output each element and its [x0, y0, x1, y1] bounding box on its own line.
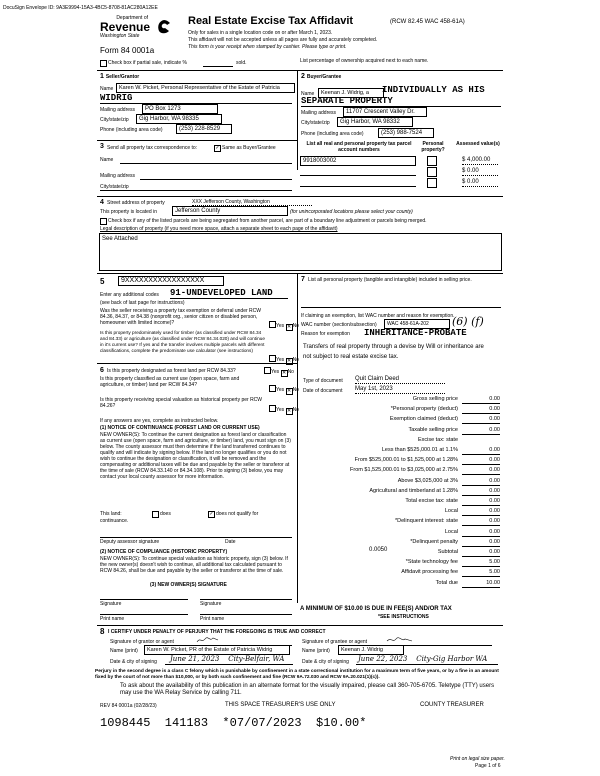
buyer-name-typed-1: INDIVIDUALLY AS HIS	[382, 85, 485, 95]
tax-row-value: 0.00	[462, 518, 500, 526]
grantee-signature-label: Signature of grantee or agent	[302, 639, 368, 645]
tax-row-value: 0.00	[462, 539, 500, 547]
partial-line	[203, 66, 233, 67]
s3-city-label: City/state/zip	[100, 184, 129, 190]
legal-paper-note: Print on legal size paper.	[450, 756, 505, 762]
tax-row-label: Taxable selling price	[408, 427, 458, 433]
seller-phone-field[interactable]: (253) 228-8529	[176, 124, 232, 134]
personal-property-checkbox-1[interactable]	[427, 156, 437, 166]
new-owner-print-label-2: Print name	[200, 616, 225, 622]
q1-no-label: No	[292, 323, 299, 329]
same-as-buyer-checkbox[interactable]: ✓	[215, 145, 220, 151]
buyer-phone-label: Phone (including area code)	[301, 131, 364, 137]
parcel-number-field[interactable]: 9918003002	[300, 156, 416, 166]
county-select[interactable]: Jefferson County	[172, 206, 288, 216]
tax-row-label: From $525,000.01 to $1,525,000 at 1.28%	[354, 457, 458, 463]
tax-row-label: Total due	[435, 580, 458, 586]
new-owner-signature-label-1: Signature	[100, 601, 122, 607]
q2-yes-checkbox[interactable]	[269, 355, 276, 362]
q6b-no-label: No	[292, 387, 299, 393]
reason-text-1: Transfers of real property through a devise by Will or inheritance are	[303, 344, 484, 350]
divider	[97, 273, 503, 274]
tax-row-value: 0.00	[462, 457, 500, 465]
q1-no-checkbox[interactable]: ✕	[286, 324, 292, 330]
q1-yes-label: Yes	[276, 323, 285, 329]
grantee-name-label: Name (print)	[302, 648, 330, 654]
reason-value: INHERITANCE-PROBATE	[364, 328, 467, 338]
grantor-name-field[interactable]: Karen W. Picket, PR of the Estate of Patricia Widrig	[144, 645, 290, 655]
additional-codes-value: 91-UNDEVELOPED LAND	[170, 288, 273, 298]
seller-mailing-field[interactable]: PO Box 1273	[142, 104, 218, 114]
seller-heading: 1 Seller/Grantor	[100, 73, 140, 80]
q2-no-label: No	[292, 357, 299, 363]
deputy-signature-label: Deputy assessor signature	[100, 539, 160, 545]
tax-row-value: 0.00	[462, 406, 500, 414]
dept-name: Revenue	[100, 20, 151, 34]
land-use-code-field[interactable]: 9XXXXXXXXXXXXXXXXX	[118, 276, 224, 286]
grantor-date-value: June 21, 2023 City-Belfair, WA	[170, 655, 285, 663]
buyer-name-label: Name	[301, 91, 315, 97]
perjury-notice: Perjury in the second degree is a class C felony which is punishable by confinement in a state correctional institution for a maximum term of five years, or by a fine in an amount fixed by the court of not more than $10,000, or by both such confinement and fine (RCW 9A.72.030 and RCW 9A.20.021(1)(c)).	[95, 669, 499, 680]
divider	[170, 298, 288, 299]
reason-label: Reason for exemption	[301, 331, 350, 337]
q1-answers	[269, 320, 299, 330]
section3-number: 3	[100, 143, 104, 150]
assessed-col-header: Assessed value(s)	[456, 141, 500, 147]
partial-sale-label: Check box if partial sale, indicate %	[108, 60, 187, 66]
divider	[97, 70, 503, 71]
unincorporated-note: (for unincorporated locations please select your county)	[290, 209, 413, 215]
see-instructions: *SEE INSTRUCTIONS	[378, 614, 429, 620]
tax-row-label: *Delinquent penalty	[410, 539, 458, 545]
historic-question: Is this property receiving special valuation as historical property per RCW 84.26?	[100, 397, 263, 409]
q1-yes-checkbox[interactable]	[269, 321, 276, 328]
tax-row-value: 10.00	[462, 580, 500, 588]
header-note-3: This form is your receipt when stamped by cashier. Please type or print.	[188, 44, 347, 50]
page-number: Page 1 of 6	[475, 763, 501, 769]
q6b-no-checkbox[interactable]: ✕	[286, 388, 292, 394]
notice1-text: NEW OWNER(S): To continue the current designation as forest land or classification as current use (open space, farm and agriculture, or timber) land, you must sign on (3) below. The county assessor must then determine if the land transferred continues to qualify and will indicate by signing below. If the land no longer qualifies or you do not wish to continue the designation or classification, it will be removed and the compensating or additional taxes will be due and payable by the seller or transferor at the time of sale (RCW 84.33.140 or 84.34.108). Prior to signing (3) below, you may contact your local county assessor for more information.	[100, 432, 291, 480]
seller-phone-label: Phone (including area code)	[100, 127, 163, 133]
q6b-yes-label: Yes	[276, 387, 285, 393]
segregated-label: Check box if any of the listed parcels are being segregated from another parcel, are part of a boundary line adjustment or parcels being merged.	[108, 218, 427, 224]
tax-row-label: Local	[444, 508, 458, 514]
tax-row-value: 0.00	[462, 396, 500, 404]
seller-name-label: Name	[100, 86, 114, 92]
tax-row-value: 0.00	[462, 549, 500, 557]
does-label: does	[160, 511, 171, 517]
buyer-mailing-label: Mailing address	[301, 110, 337, 116]
wac-field[interactable]: WAC 458-61A-202	[384, 319, 450, 329]
buyer-heading: 2 Buyer/Grantee	[301, 73, 342, 80]
treasurer-stamp: 1098445 141183 *07/07/2023 $10.00*	[100, 716, 367, 730]
divider	[165, 664, 293, 665]
q6c-no-checkbox[interactable]: ✕	[286, 408, 292, 414]
buyer-heading-label: Buyer/Grantee	[306, 74, 342, 80]
wac-handwritten: (6) (f)	[452, 315, 484, 328]
does-not-label: does not qualify for	[216, 511, 259, 517]
located-label: This property is located in	[100, 209, 157, 215]
q6-yes-label: Yes	[271, 369, 280, 375]
tax-row-label: Gross selling price	[412, 396, 458, 402]
doc-date-label: Date of document	[303, 388, 343, 394]
divider	[100, 599, 188, 600]
grantee-name-field[interactable]: Keenan J. Widrig	[338, 645, 404, 655]
divider	[140, 179, 292, 180]
grantor-signature-icon	[196, 636, 220, 644]
personal-property-heading: List all personal property (tangible and intangible) included in selling price.	[308, 277, 472, 283]
tax-row-value: 0.00	[462, 427, 500, 435]
see-back-note: (see back of last page for instructions)	[100, 300, 185, 306]
buyer-phone-field[interactable]: (253) 988-7524	[378, 128, 434, 138]
divider	[100, 190, 292, 191]
local-rate: 0.0050	[369, 547, 388, 553]
assessed-value-2: $ 0.00	[462, 168, 498, 176]
tax-row-value: 0.00	[462, 478, 500, 486]
section7-number: 7	[301, 276, 305, 283]
grantee-date-value: June 22, 2023 City-Gig Harbor WA	[358, 655, 488, 663]
tax-row-label: Affidavit processing fee	[401, 569, 458, 575]
doc-date-value: May 1st, 2023	[355, 386, 445, 394]
current-use-question: Is this property classified as current use (open space, farm and agriculture, or timber) land per RCW 84.34?	[100, 376, 240, 388]
minimum-notice: A MINIMUM OF $10.00 IS DUE IN FEE(S) AND/OR TAX	[300, 606, 452, 612]
buyer-name-typed-2: SEPARATE PROPERTY	[301, 96, 393, 106]
accessibility-note: To ask about the availability of this publication in an alternate format for the visually impaired, please call 360-705-6705. Teletype (TTY) users may use the WA Relay Service by calling 711.	[120, 683, 495, 696]
timber-question: Is this property predominately used for timber (as classified under RCW 84.34 and 84.33) or agriculture (as classified under RCW 84.34.020) and will continue in it's current use? If yes and the transfer involves multiple parcels with different classifications, complete the predominate use calculator (see instructions)	[100, 330, 265, 353]
divider	[100, 614, 188, 615]
parcel-col-header: List all real and personal property tax parcel account numbers	[306, 141, 412, 153]
s3-mailing-label: Mailing address	[100, 173, 136, 179]
list-pct-label: List percentage of ownership acquired next to each name.	[300, 58, 429, 64]
tax-row-value: 0.00	[462, 508, 500, 516]
grantee-signature-icon	[386, 636, 414, 644]
form-rcw: (RCW 82.45 WAC 458-61A)	[390, 19, 465, 25]
divider	[97, 196, 503, 197]
legal-description-field[interactable]	[99, 233, 502, 271]
tax-row-value: 0.00	[462, 447, 500, 455]
tax-row-label: Local	[444, 529, 458, 535]
dept-line1: Department of	[116, 15, 148, 21]
divider	[300, 175, 416, 176]
assessed-value-3: $ 0.00	[462, 179, 498, 187]
q6c-yes-checkbox[interactable]	[269, 405, 276, 412]
envelope-id: DocuSign Envelope ID: 9A3E9994-15A3-4BC5-8708-81AC280A12EE	[3, 5, 158, 11]
legal-label: Legal description of property (if you need more space, attach a separate sheet to each page of the affidavit)	[100, 226, 338, 232]
section8-number: 8	[100, 627, 105, 636]
buyer-city-label: City/state/zip	[301, 120, 330, 126]
tax-row-value: 0.00	[462, 498, 500, 506]
tax-row-label: Total excise tax: state	[405, 498, 458, 504]
legal-description-value: See Attached	[102, 236, 138, 242]
segregated-checkbox[interactable]	[100, 218, 107, 225]
grantor-signature-label: Signature of grantor or agent	[110, 639, 174, 645]
reason-text-2: not subject to real estate excise tax.	[303, 354, 399, 360]
dor-logo	[100, 15, 170, 39]
divider	[97, 140, 297, 141]
notice2-text: NEW OWNER(S): To continue special valuation as historic property, sign (3) below. If the new owner(s) doesn't wish to continue, all additional tax calculated pursuant to RCW 84.26, shall be due and payable by the seller or transferor at the time of sale.	[100, 556, 288, 574]
tax-row-label: *Personal property (deduct)	[390, 406, 458, 412]
grantor-name-label: Name (print)	[110, 648, 138, 654]
revision: REV 84 0001a (02/28/23)	[100, 703, 157, 709]
new-owner-print-label-1: Print name	[100, 616, 125, 622]
tax-row-label: From $1,525,000.01 to $3,025,000 at 2.75%	[350, 467, 458, 473]
county-treasurer: COUNTY TREASURER	[420, 702, 484, 708]
tax-row-value: 5.00	[462, 569, 500, 577]
forest-question: Is this property designated as forest land per RCW 84.33?	[107, 368, 236, 374]
dept-state: Washington State	[100, 33, 140, 39]
personal-property-checkbox-3[interactable]	[427, 178, 437, 188]
tax-row-label: Above $3,025,000 at 3%	[397, 478, 458, 484]
buyer-city-field[interactable]: Gig Harbor, WA 98332	[337, 117, 413, 127]
header-note-2: This affidavit will not be accepted unless all pages are fully and accurately completed.	[188, 37, 378, 43]
section6-number: 6	[100, 367, 104, 374]
divider	[100, 537, 292, 538]
same-as-buyer-label: Same as Buyer/Grantee	[222, 145, 276, 151]
wa-logo-icon	[156, 19, 172, 35]
q6b-answers	[269, 384, 299, 394]
exemption-question: Was the seller receiving a property tax exemption or deferral under RCW 84.36, 84.37, or 84.38 (nonprofit org., senior citizen or disabled person, homeowner with limited income)?	[100, 308, 261, 326]
section3-heading: Send all property tax correspondence to:	[107, 145, 198, 151]
partial-sale-checkbox[interactable]	[100, 60, 107, 67]
q6c-answers	[269, 404, 299, 414]
new-owner-signature-label-2: Signature	[200, 601, 222, 607]
deputy-date-label: Date	[225, 539, 236, 545]
divider	[120, 163, 292, 164]
divider	[297, 70, 298, 170]
tax-row-value: 0.00	[462, 467, 500, 475]
tax-row-label: *Delinquent interest: state	[395, 518, 458, 524]
buyer-mailing-field[interactable]: 11707 Crescent Valley Dr.	[343, 107, 427, 117]
treasurer-use-only: THIS SPACE TREASURER'S USE ONLY	[225, 702, 336, 708]
sold-label: sold.	[236, 60, 247, 66]
q2-no-checkbox[interactable]: ✕	[286, 358, 292, 364]
form-title: Real Estate Excise Tax Affidavit	[188, 15, 354, 27]
continuance-label: continuance.	[100, 518, 129, 524]
personal-property-checkbox-2[interactable]	[427, 167, 437, 177]
q2-yes-label: Yes	[276, 357, 285, 363]
seller-heading-label: Seller/Grantor	[105, 74, 140, 80]
grantee-date-label: Date & city of signing	[302, 659, 349, 665]
q6b-yes-checkbox[interactable]	[269, 385, 276, 392]
tax-row-label: Exemption claimed (deduct)	[389, 416, 458, 422]
street-label: Street address of property	[107, 200, 165, 206]
assessed-value-1: $ 4,000.00	[462, 157, 498, 165]
does-qualify-checkbox[interactable]	[152, 511, 159, 518]
tax-row-label: Less than $525,000.01 at 1.1%	[381, 447, 458, 453]
notice2-heading: (2) NOTICE OF COMPLIANCE (HISTORIC PROPERTY)	[100, 549, 228, 555]
header-note-1: Only for sales in a single location code on or after March 1, 2023.	[188, 30, 333, 36]
if-yes-note: If any answers are yes, complete as instructed below.	[100, 418, 219, 424]
tax-row-value: 0.00	[462, 488, 500, 496]
divider	[97, 625, 503, 626]
this-land-label: This land:	[100, 511, 122, 517]
section5-number: 5	[100, 277, 105, 286]
q6-no-label: No	[287, 369, 294, 375]
q6c-no-label: No	[292, 407, 299, 413]
divider	[301, 307, 501, 308]
q6-yes-checkbox[interactable]	[264, 367, 271, 374]
does-not-qualify-checkbox[interactable]: ✓	[209, 511, 214, 517]
certify-heading: I CERTIFY UNDER PENALTY OF PERJURY THAT THE FOREGOING IS TRUE AND CORRECT	[108, 629, 326, 635]
street-value: XXX Jefferson County, Washington	[192, 199, 312, 206]
tax-row-label: *State technology fee	[405, 559, 458, 565]
tax-row-label: Excise tax: state	[417, 437, 458, 443]
q6c-yes-label: Yes	[276, 407, 285, 413]
buyer-name-field[interactable]: Keenan J. Widrig, a	[318, 88, 384, 98]
tax-row-label: Agricultural and timberland at 1.28%	[369, 488, 458, 494]
tax-row-value: 0.00	[462, 416, 500, 424]
personal-col-header: Personal property?	[421, 141, 445, 153]
seller-name-field[interactable]: Karen W. Picket, Personal Representative of the Estate of Patricia	[116, 83, 295, 93]
seller-name-typed: WIDRIG	[100, 93, 133, 103]
tax-row-value: 5.00	[462, 559, 500, 567]
seller-mailing-label: Mailing address	[100, 107, 136, 113]
section4-number: 4	[100, 199, 104, 206]
wac-label: WAC number (section/subsection)	[301, 322, 377, 328]
tax-row-value: 0.00	[462, 529, 500, 537]
tax-row-label: Subtotal	[437, 549, 458, 555]
new-owner-signature-heading: (3) NEW OWNER(S) SIGNATURE	[150, 582, 227, 588]
divider	[97, 363, 297, 364]
grantor-date-label: Date & city of signing	[110, 659, 157, 665]
form-number: Form 84 0001a	[100, 46, 155, 55]
q6-answers	[264, 366, 294, 376]
q6-no-checkbox[interactable]: ✕	[281, 370, 287, 376]
s3-name-label: Name	[100, 157, 114, 163]
divider	[200, 614, 292, 615]
notice1-heading: (1) NOTICE OF CONTINUANCE (FOREST LAND OR CURRENT USE)	[100, 425, 260, 431]
divider	[300, 186, 416, 187]
doc-type-label: Type of document	[303, 378, 343, 384]
divider	[356, 664, 498, 665]
divider	[200, 599, 292, 600]
exemption-text: If claiming an exemption, list WAC number and reason for exemption.	[301, 313, 455, 319]
doc-type-value: Quit Claim Deed	[355, 376, 445, 384]
seller-city-field[interactable]: Gig Harbor, WA 98335	[136, 114, 222, 124]
additional-codes-label: Enter any additional codes	[100, 292, 159, 298]
seller-city-label: City/state/zip	[100, 117, 129, 123]
